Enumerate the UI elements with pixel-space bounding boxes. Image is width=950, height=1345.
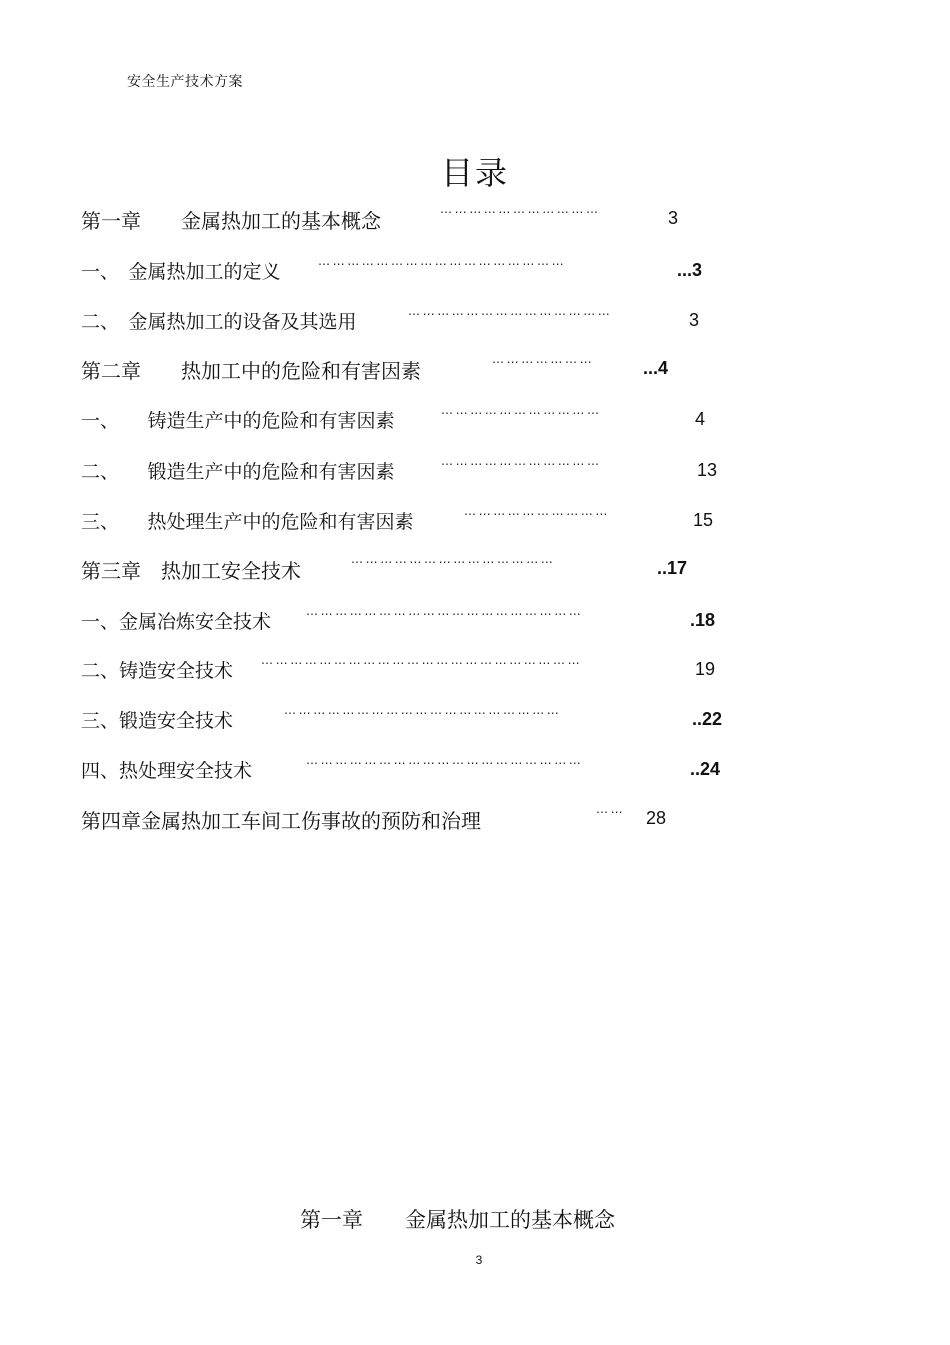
toc-entry	[0, 454, 950, 489]
document-header: 安全生产技术方案	[127, 74, 243, 90]
toc-entry-label: 第二章 热加工中的危险和有害因素	[81, 359, 421, 383]
toc-entry	[0, 352, 950, 387]
toc-title: 目录	[440, 154, 509, 192]
toc-entry-label: 三、 热处理生产中的危险和有害因素	[81, 511, 414, 533]
toc-entry-leader: ……………………………………………	[318, 254, 567, 268]
toc-entry	[0, 202, 950, 237]
toc-entry-label: 第一章 金属热加工的基本概念	[81, 209, 381, 233]
toc-entry-label: 第四章金属热加工车间工伤事故的预防和治理	[81, 809, 481, 833]
toc-entry-leader: …………………………………………………	[284, 703, 562, 717]
toc-entry-leader: …………………………………………………	[306, 604, 584, 618]
toc-entry-page: 15	[693, 510, 714, 530]
toc-entry	[0, 504, 950, 539]
toc-entry-page: 13	[697, 460, 718, 480]
toc-entry-leader: …………………………	[464, 504, 610, 518]
toc-entry-label: 二、 锻造生产中的危险和有害因素	[81, 461, 395, 483]
chapter-heading: 第一章 金属热加工的基本概念	[300, 1208, 615, 1232]
toc-entry	[0, 552, 950, 587]
toc-entry-leader: …………………………………………………	[306, 753, 584, 767]
page-number: 3	[475, 1253, 483, 1267]
toc-entry-page: ..24	[690, 759, 721, 779]
toc-entry-leader: ……………………………	[441, 454, 602, 468]
toc-entry-leader: ……	[596, 802, 626, 816]
toc-entry	[0, 753, 950, 788]
toc-entry-label: 一、金属冶炼安全技术	[81, 611, 272, 633]
toc-entry-leader: ……………………………………	[351, 552, 556, 566]
toc-entry-page: .18	[690, 610, 716, 630]
toc-entry-label: 二、铸造安全技术	[81, 660, 234, 682]
toc-entry	[0, 703, 950, 738]
toc-entry-label: 二、 金属热加工的设备及其选用	[81, 311, 357, 333]
toc-entry	[0, 403, 950, 438]
toc-entry-page: 19	[695, 659, 716, 679]
toc-entry-label: 三、锻造安全技术	[81, 710, 234, 732]
toc-entry	[0, 304, 950, 339]
toc-entry-leader: ……………………………	[441, 403, 602, 417]
toc-entry	[0, 254, 950, 289]
toc-entry-label: 第三章 热加工安全技术	[81, 559, 301, 583]
toc-entry-page: ...4	[643, 358, 669, 378]
toc-entry-label: 一、 金属热加工的定义	[81, 261, 281, 283]
toc-entry-label: 一、 铸造生产中的危险和有害因素	[81, 410, 395, 432]
toc-entry-page: ..22	[692, 709, 723, 729]
toc-entry-leader: ……………………………………	[408, 304, 613, 318]
toc-entry	[0, 604, 950, 639]
toc-entry	[0, 653, 950, 688]
toc-entry-label: 四、热处理安全技术	[81, 760, 253, 782]
toc-entry-page: 3	[689, 310, 700, 330]
toc-entry-page: 3	[668, 208, 679, 228]
toc-entry-page: 28	[646, 808, 667, 828]
toc-entry-leader: …………………	[492, 352, 595, 366]
toc-entry-leader: …………………………………………………………	[261, 653, 583, 667]
toc-entry	[0, 802, 950, 837]
toc-entry-page: ..17	[657, 558, 688, 578]
toc-entry-leader: ……………………………	[440, 202, 601, 216]
toc-entry-page: 4	[695, 409, 706, 429]
toc-entry-page: ...3	[677, 260, 703, 280]
